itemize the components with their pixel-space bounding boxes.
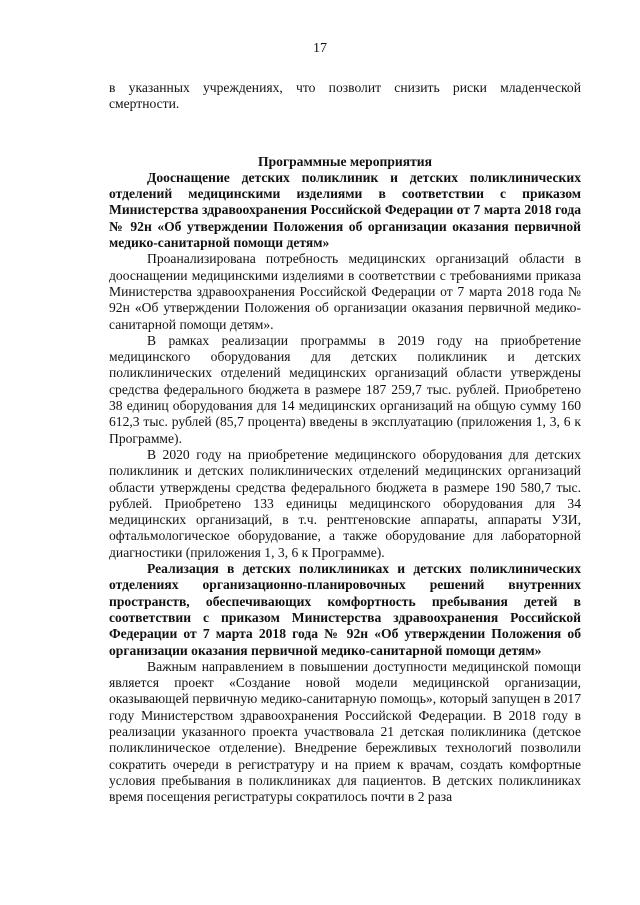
page-number: 17 — [313, 41, 327, 56]
paragraph-lean-project: Важным направлением в повышении доступности медицинской помощи является проект «Создание новой модели медицинской организации, оказывающей первичную медико-санитарную помощь», который запущен в 2017 году Министерством здравоохранения Российской Федерации. В 2018 году в реализации указанного проекта участвовала 21 детская поликлиника (детское поликлиническое отделение). Внедрение бережливых технологий позволили сократить очереди в регистратуру и на прием к врачам, создать комфортные условия пребывания в поликлиниках для пациентов. В детских поликлиниках время посещения регистратуры сократилось почти в 2 раза — [109, 658, 581, 805]
subsection-2-title: Реализация в детских поликлиниках и детских поликлинических отделениях организационно-планировочных решений внутренних пространств, обеспечивающих комфортность пребывания детей в соответствии с приказом Министерства здравоохранения Российской Федерации от 7 марта 2018 года № 92н «Об утверждении Положения об организации оказания первичной медико-санитарной помощи детям» — [109, 561, 581, 658]
paragraph-needs-analysis: Проанализирована потребность медицинских организаций области в дооснащении медицинскими изделиями в соответствии с требованиями приказа Министерства здравоохранения Российской Федерации от 7 марта 2018 года № 92н «Об утверждении Положения об организации оказания первичной медико-санитарной помощи детям». — [109, 251, 581, 332]
paragraph-2019-funding: В рамках реализации программы в 2019 году на приобретение медицинского оборудования для детских поликлиник и детских поликлинических отделений медицинских организаций области утверждены средства федерального бюджета в размере 187 259,7 тыс. рублей. Приобретено 38 единиц оборудования для 14 медицинских организаций на общую сумму 160 612,3 тыс. рублей (85,7 процента) введены в эксплуатацию (приложения 1, 3, 6 к Программе). — [109, 332, 581, 446]
paragraph-2020-funding: В 2020 году на приобретение медицинского оборудования для детских поликлиник и детских поликлинических отделений медицинских организаций области утверждены средства федерального бюджета в размере 190 580,7 тыс. рублей. Приобретено 133 единицы медицинского оборудования для 34 медицинских организаций, в т.ч. рентгеновские аппараты, аппараты УЗИ, офтальмологическое оборудование, а также оборудование для лабораторной диагностики (приложения 1, 3, 6 к Программе). — [109, 446, 581, 560]
subsection-1-title: Дооснащение детских поликлиник и детских поликлинических отделений медицинскими изделиями в соответствии с приказом Министерства здравоохранения Российской Федерации от 7 марта 2018 года № 92н «Об утверждении Положения об организации оказания первичной медико-санитарной помощи детям» — [109, 169, 581, 251]
page-content — [109, 80, 581, 805]
section-heading: Программные мероприятия — [258, 153, 432, 169]
intro-paragraph: в указанных учреждениях, что позволит снизить риски младенческой смертности. — [109, 80, 581, 112]
